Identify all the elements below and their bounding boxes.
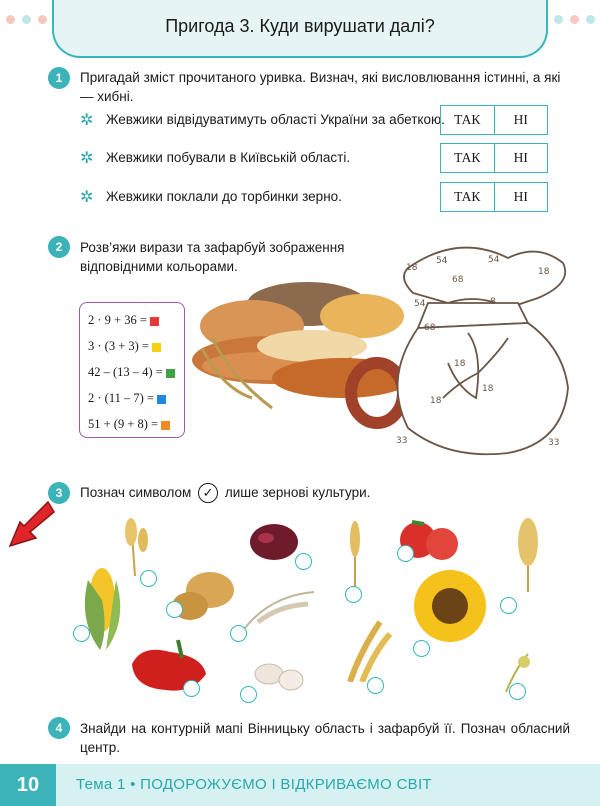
svg-text:54: 54	[436, 256, 448, 266]
expression-2	[88, 339, 161, 354]
rye-illustration	[342, 515, 368, 587]
false-option[interactable]: НІ	[494, 106, 548, 134]
answer-circle-oats[interactable]	[500, 597, 517, 614]
page-title: Пригода 3. Куди вирушати далі?	[165, 16, 435, 36]
answer-circle-pepper[interactable]	[183, 680, 200, 697]
task-3-number: 3	[48, 482, 70, 504]
expression-text: 2 · 9 + 36 =	[88, 313, 147, 327]
expression-text: 51 + (9 + 8) =	[88, 417, 159, 431]
red-arrow-icon	[8, 496, 56, 552]
expressions-box	[79, 302, 185, 438]
answer-circle-mushroom[interactable]	[240, 686, 257, 703]
answer-circle-barley[interactable]	[367, 677, 384, 694]
answer-circle-buckwheat[interactable]	[509, 683, 526, 700]
svg-text:18: 18	[538, 267, 550, 277]
color-swatch-blue	[157, 395, 166, 404]
task-1-number: 1	[48, 67, 70, 89]
false-option[interactable]: НІ	[494, 183, 548, 211]
color-swatch-orange	[161, 421, 170, 430]
expression-text: 42 – (13 – 4) =	[88, 365, 163, 379]
answer-circle-rye[interactable]	[345, 586, 362, 603]
answer-circle-beet[interactable]	[295, 553, 312, 570]
true-false-choice-2	[440, 143, 548, 173]
svg-text:8: 8	[490, 297, 496, 307]
barley-illustration	[340, 612, 394, 682]
false-option[interactable]: НІ	[494, 144, 548, 172]
decorative-dots-right	[554, 4, 595, 34]
sun-bullet-icon: ✲	[80, 150, 94, 167]
sack-coloring-picture	[388, 238, 578, 463]
expression-text: 3 · (3 + 3) =	[88, 339, 149, 353]
true-option[interactable]: ТАК	[454, 150, 481, 165]
true-false-choice-1	[440, 105, 548, 135]
expression-5	[88, 417, 170, 432]
svg-text:54: 54	[414, 299, 426, 309]
oats-illustration	[508, 512, 548, 592]
answer-circle-tomato[interactable]	[397, 545, 414, 562]
footer-topic: Тема 1 • ПОДОРОЖУЄМО І ВІДКРИВАЄМО СВІТ	[76, 776, 432, 793]
task-1-text: Пригадай зміст прочитаного уривка. Визнач, які висловлювання істинні, а які — хибні.	[80, 70, 561, 104]
task-2-number: 2	[48, 236, 70, 258]
color-swatch-red	[150, 317, 159, 326]
title-banner	[52, 0, 548, 58]
statement-3: Жевжики поклали до торбинки зерно.	[106, 189, 342, 204]
svg-text:68: 68	[424, 323, 436, 333]
page-number: 10	[0, 764, 56, 806]
true-false-choice-3	[440, 182, 548, 212]
expression-3	[88, 365, 175, 380]
sun-bullet-icon: ✲	[80, 112, 94, 129]
color-swatch-yellow	[152, 343, 161, 352]
footer-bar	[56, 764, 600, 806]
checkmark-circle-icon: ✓	[198, 483, 218, 503]
answer-circle-wheat[interactable]	[140, 570, 157, 587]
true-option[interactable]: ТАК	[454, 112, 481, 127]
mushroom-illustration	[253, 656, 305, 698]
svg-text:18: 18	[454, 359, 466, 369]
task-3-text-after: лише зернові культури.	[224, 485, 371, 500]
answer-circle-millet[interactable]	[230, 625, 247, 642]
svg-text:18: 18	[430, 396, 442, 406]
answer-circle-corn[interactable]	[73, 625, 90, 642]
svg-text:18: 18	[482, 384, 494, 394]
task-2-text-line-2: відповідними кольорами.	[80, 259, 238, 274]
task-2-text-line-1: Розв’яжи вирази та зафарбуй зображення	[80, 240, 345, 255]
svg-text:33: 33	[548, 438, 560, 448]
task-3-text	[80, 483, 370, 503]
sun-bullet-icon: ✲	[80, 189, 94, 206]
svg-text:18: 18	[406, 263, 418, 273]
task-4-text: Знайди на контурній мапі Вінницьку область і зафарбуй її. Познач обласний центр.	[80, 721, 570, 755]
millet-illustration	[238, 586, 318, 636]
sunflower-illustration	[410, 566, 490, 646]
color-swatch-green	[166, 369, 175, 378]
statement-2: Жевжики побували в Київській області.	[106, 150, 351, 165]
statement-1: Жевжики відвідуватимуть області України за абеткою.	[106, 112, 445, 127]
svg-text:68: 68	[452, 275, 464, 285]
svg-text:33: 33	[396, 436, 408, 446]
expression-4	[88, 391, 166, 406]
task-3-text-before: Познач символом	[80, 485, 192, 500]
svg-text:54: 54	[488, 255, 500, 265]
answer-circle-potato[interactable]	[166, 601, 183, 618]
expression-text: 2 · (11 – 7) =	[88, 391, 154, 405]
true-option[interactable]: ТАК	[454, 189, 481, 204]
expression-1	[88, 313, 159, 328]
answer-circle-sunflower[interactable]	[413, 640, 430, 657]
task-4-number: 4	[48, 717, 70, 739]
